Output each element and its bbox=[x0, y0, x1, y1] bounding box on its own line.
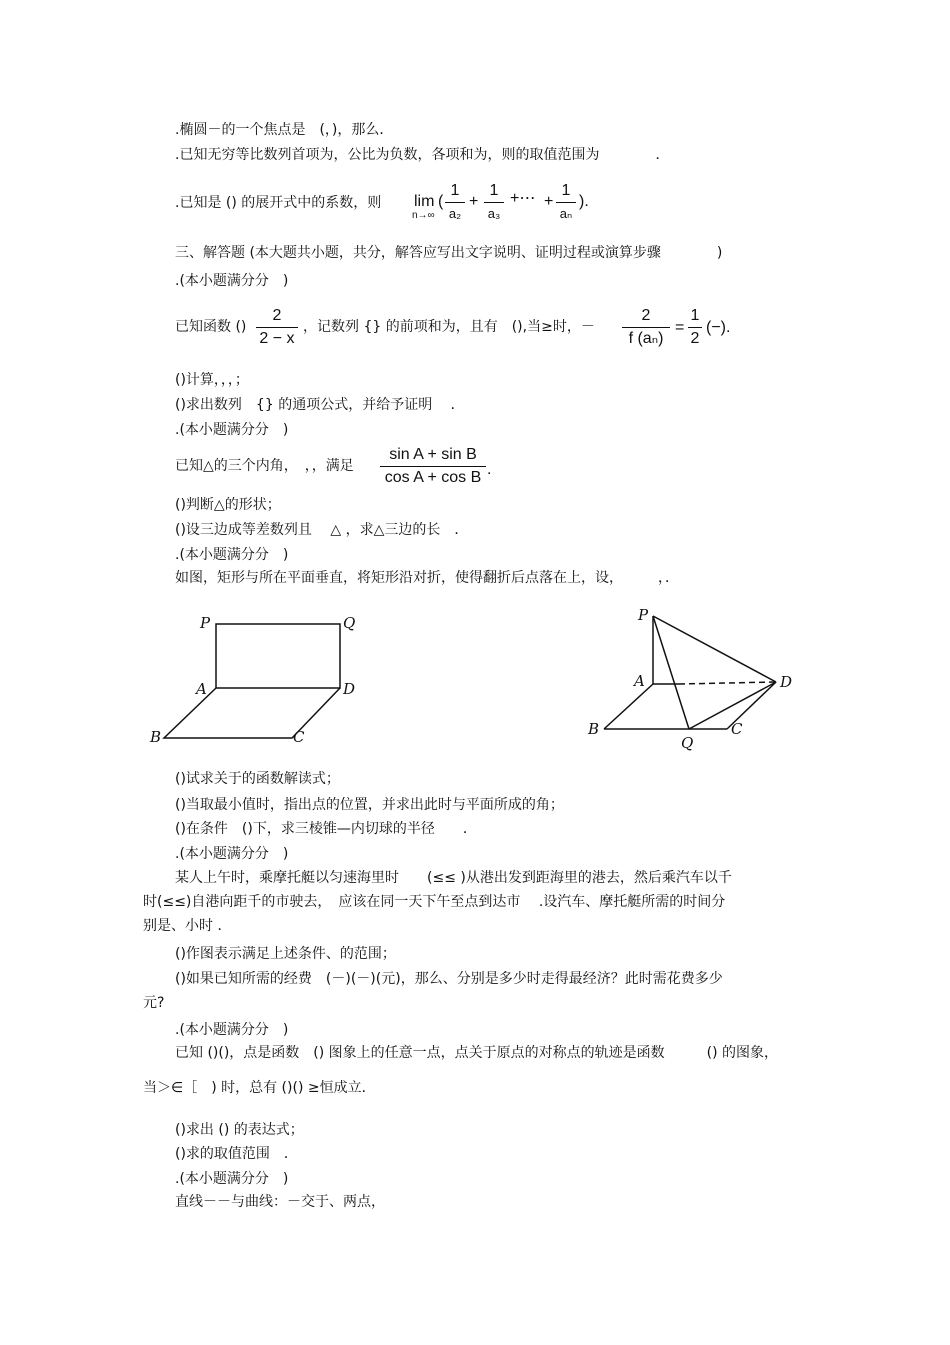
section-heading: 三、解答题 (本大题共小题，共分，解答应写出文字说明、证明过程或演算步骤 ) bbox=[175, 245, 723, 261]
plus-sign: + bbox=[469, 193, 479, 210]
lim-symbol: lim bbox=[414, 193, 435, 210]
text-line: 某人上午时，乘摩托艇以匀速海里时 (≤≤ )从港出发到距海里的港去，然后乘汽车以千 bbox=[175, 870, 732, 886]
fraction-1-a3: 1 a₃ bbox=[484, 181, 504, 224]
text-line: ()求的取值范围 ． bbox=[175, 1146, 298, 1162]
text-line: 别是、小时 ． bbox=[143, 918, 232, 934]
text-line: 元? bbox=[143, 995, 165, 1011]
text-line: ，记数列 {} 的前项和为，且有 (),当≥时，－ bbox=[303, 319, 595, 335]
text-line: 已知函数 () bbox=[175, 319, 247, 335]
label-Q: Q bbox=[343, 614, 356, 632]
period: . bbox=[487, 461, 492, 478]
label-P: P bbox=[638, 606, 649, 624]
label-C: C bbox=[731, 720, 743, 738]
problem-header: .(本小题满分分 ) bbox=[175, 422, 289, 438]
text-line: 已知 ()()，点是函数 () 图象上的任意一点，点关于原点的对称点的轨迹是函数 () 的图象， bbox=[175, 1045, 779, 1061]
text-line: .已知无穷等比数列首项为，公比为负数，各项和为，则的取值范围为 ． bbox=[175, 147, 670, 163]
text-line: 直线－－与曲线：－交于、两点， bbox=[175, 1194, 385, 1210]
text-line: ()求出数列 {} 的通项公式，并给予证明 ． bbox=[175, 397, 465, 413]
text-line: .椭圆－的一个焦点是 (，)，那么． bbox=[175, 122, 394, 138]
lim-subscript: n→∞ bbox=[412, 210, 435, 221]
label-A: A bbox=[196, 680, 207, 698]
text-line: ()作图表示满足上述条件、的范围； bbox=[175, 946, 396, 962]
text-line: 当＞∈［ ) 时，总有 ()() ≥恒成立． bbox=[143, 1080, 376, 1096]
problem-header: .(本小题满分分 ) bbox=[175, 846, 289, 862]
fraction-1-2: 1 2 bbox=[688, 306, 702, 349]
figure-folded-solid bbox=[580, 598, 810, 758]
label-Q: Q bbox=[681, 734, 694, 752]
label-D: D bbox=[780, 673, 793, 691]
fraction-2-over-2-minus-x: 2 2 − x bbox=[256, 306, 298, 349]
problem-header: .(本小题满分分 ) bbox=[175, 1022, 289, 1038]
fraction-2-over-f-an: 2 f (aₙ) bbox=[622, 306, 670, 349]
label-A: A bbox=[634, 672, 645, 690]
label-C: C bbox=[293, 728, 305, 746]
text-line: ()求出 () 的表达式； bbox=[175, 1122, 304, 1138]
fraction-1-a2: 1 a₂ bbox=[445, 181, 465, 224]
text-line: 如图，矩形与所在平面垂直，将矩形沿对折，使得翻折后点落在上，设， ，． bbox=[175, 570, 679, 586]
text-line: ()设三边成等差数列且 △ ，求△三边的长 ． bbox=[175, 522, 469, 538]
problem-header: .(本小题满分分 ) bbox=[175, 547, 289, 563]
text-line: ()计算，，，； bbox=[175, 372, 249, 388]
label-P: P bbox=[200, 614, 211, 632]
text-line: ()当取最小值时，指出点的位置，并求出此时与平面所成的角； bbox=[175, 797, 564, 813]
text-line: ()如果已知所需的经费 (－)(－)(元)，那么、分别是多少时走得最经济？此时需花费多少 bbox=[175, 971, 723, 987]
math-tail: (−). bbox=[706, 319, 731, 336]
close-paren: ). bbox=[579, 193, 589, 210]
text-line: ()判断△的形状； bbox=[175, 497, 281, 513]
text-line: ()在条件 ()下，求三棱锥—内切球的半径 ． bbox=[175, 821, 477, 837]
fraction-1-an: 1 aₙ bbox=[556, 181, 576, 224]
label-B: B bbox=[588, 720, 600, 738]
label-D: D bbox=[343, 680, 356, 698]
label-B: B bbox=[150, 728, 162, 746]
text-line: .已知是 () 的展开式中的系数，则 bbox=[175, 195, 382, 211]
problem-header: .(本小题满分分 ) bbox=[175, 1171, 289, 1187]
open-paren: ( bbox=[438, 193, 444, 210]
equals-sign: = bbox=[675, 319, 685, 336]
text-line: 时(≤≤)自港向距千的市驶去， 应该在同一天下午至点到达市 .设汽车、摩托艇所需的时间分 bbox=[143, 894, 726, 910]
text-line: 已知△的三个内角， ，，满足 bbox=[175, 458, 354, 474]
text-line: ()试求关于的函数解读式； bbox=[175, 771, 340, 787]
fraction-sin-over-cos: sin A + sin B cos A + cos B bbox=[380, 445, 486, 488]
ellipsis: +⋯ bbox=[510, 190, 536, 207]
figure-rectangle-plane bbox=[140, 600, 370, 755]
problem-header: .(本小题满分分 ) bbox=[175, 273, 289, 289]
plus-sign: + bbox=[544, 193, 554, 210]
